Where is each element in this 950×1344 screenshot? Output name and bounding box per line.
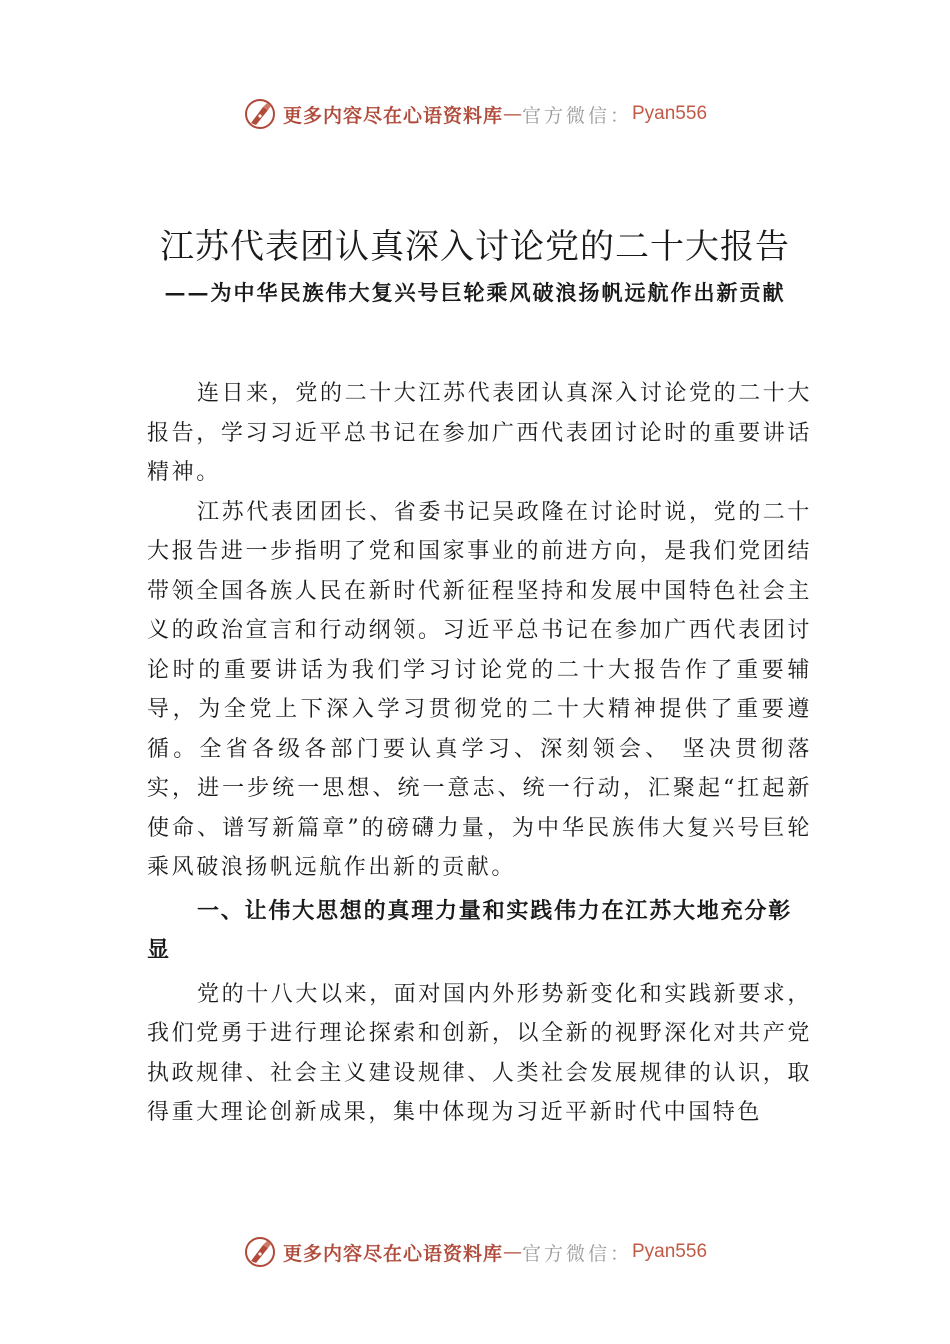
banner-text: 更多内容尽在心语资料库 xyxy=(282,104,503,127)
footer-banner xyxy=(0,1232,950,1272)
banner-wechat-label: 官方微信： xyxy=(521,1242,632,1265)
banner-text: 更多内容尽在心语资料库 xyxy=(282,1242,503,1265)
paragraph-1: 连日来，党的二十大江苏代表团认真深入讨论党的二十大报告，学习习近平总书记在参加广西代表团讨论时的重要讲话精神。 xyxy=(147,381,813,485)
paragraph-2: 江苏代表团团长、省委书记吴政隆在讨论时说，党的二十大报告进一步指明了党和国家事业的前进方向，是我们党团结带领全国各族人民在新时代新征程坚持和发展中国特色社会主义的政治宣言和行动纲领。习近平总书记在参加广西代表团讨论时的重要讲话为我们学习讨论党的二十大报告作了重要辅导，为全党上下深入学习贯彻党的二十大精神提供了重要遵循。全省各级各部门要认真学习、深刻领会、 坚决贯彻落实，进一步统一思想、统一意志、统一行动，汇聚起“扛起新使命、谱写新篇章”的磅礴力量，为中华民族伟大复兴号巨轮乘风破浪扬帆远航作出新的贡献。 xyxy=(147,499,813,880)
banner-dash: — xyxy=(502,1241,522,1263)
pen-nib-logo-icon xyxy=(243,97,277,131)
document-title: 江苏代表团认真深入讨论党的二十大报告 xyxy=(160,227,790,267)
paragraph-3: 党的十八大以来，面对国内外形势新变化和实践新要求，我们党勇于进行理论探索和创新，以全新的视野深化对共产党执政规律、社会主义建设规律、人类社会发展规律的认识，取得重大理论创新成果，集中体现为习近平新时代中国特色 xyxy=(147,981,813,1125)
section-heading-1: 一、让伟大思想的真理力量和实践伟力在江苏大地充分彰显 xyxy=(147,898,793,963)
document-subtitle: ——为中华民族伟大复兴号巨轮乘风破浪扬帆远航作出新贡献 xyxy=(164,280,786,305)
banner-dash: — xyxy=(502,103,522,125)
banner-wechat-label: 官方微信： xyxy=(521,104,632,127)
header-banner xyxy=(0,94,950,134)
document-body xyxy=(147,374,812,1133)
banner-wechat-id: Pyan556 xyxy=(632,103,708,124)
banner-wechat-id: Pyan556 xyxy=(632,1241,708,1262)
pen-nib-logo-icon xyxy=(243,1235,277,1269)
